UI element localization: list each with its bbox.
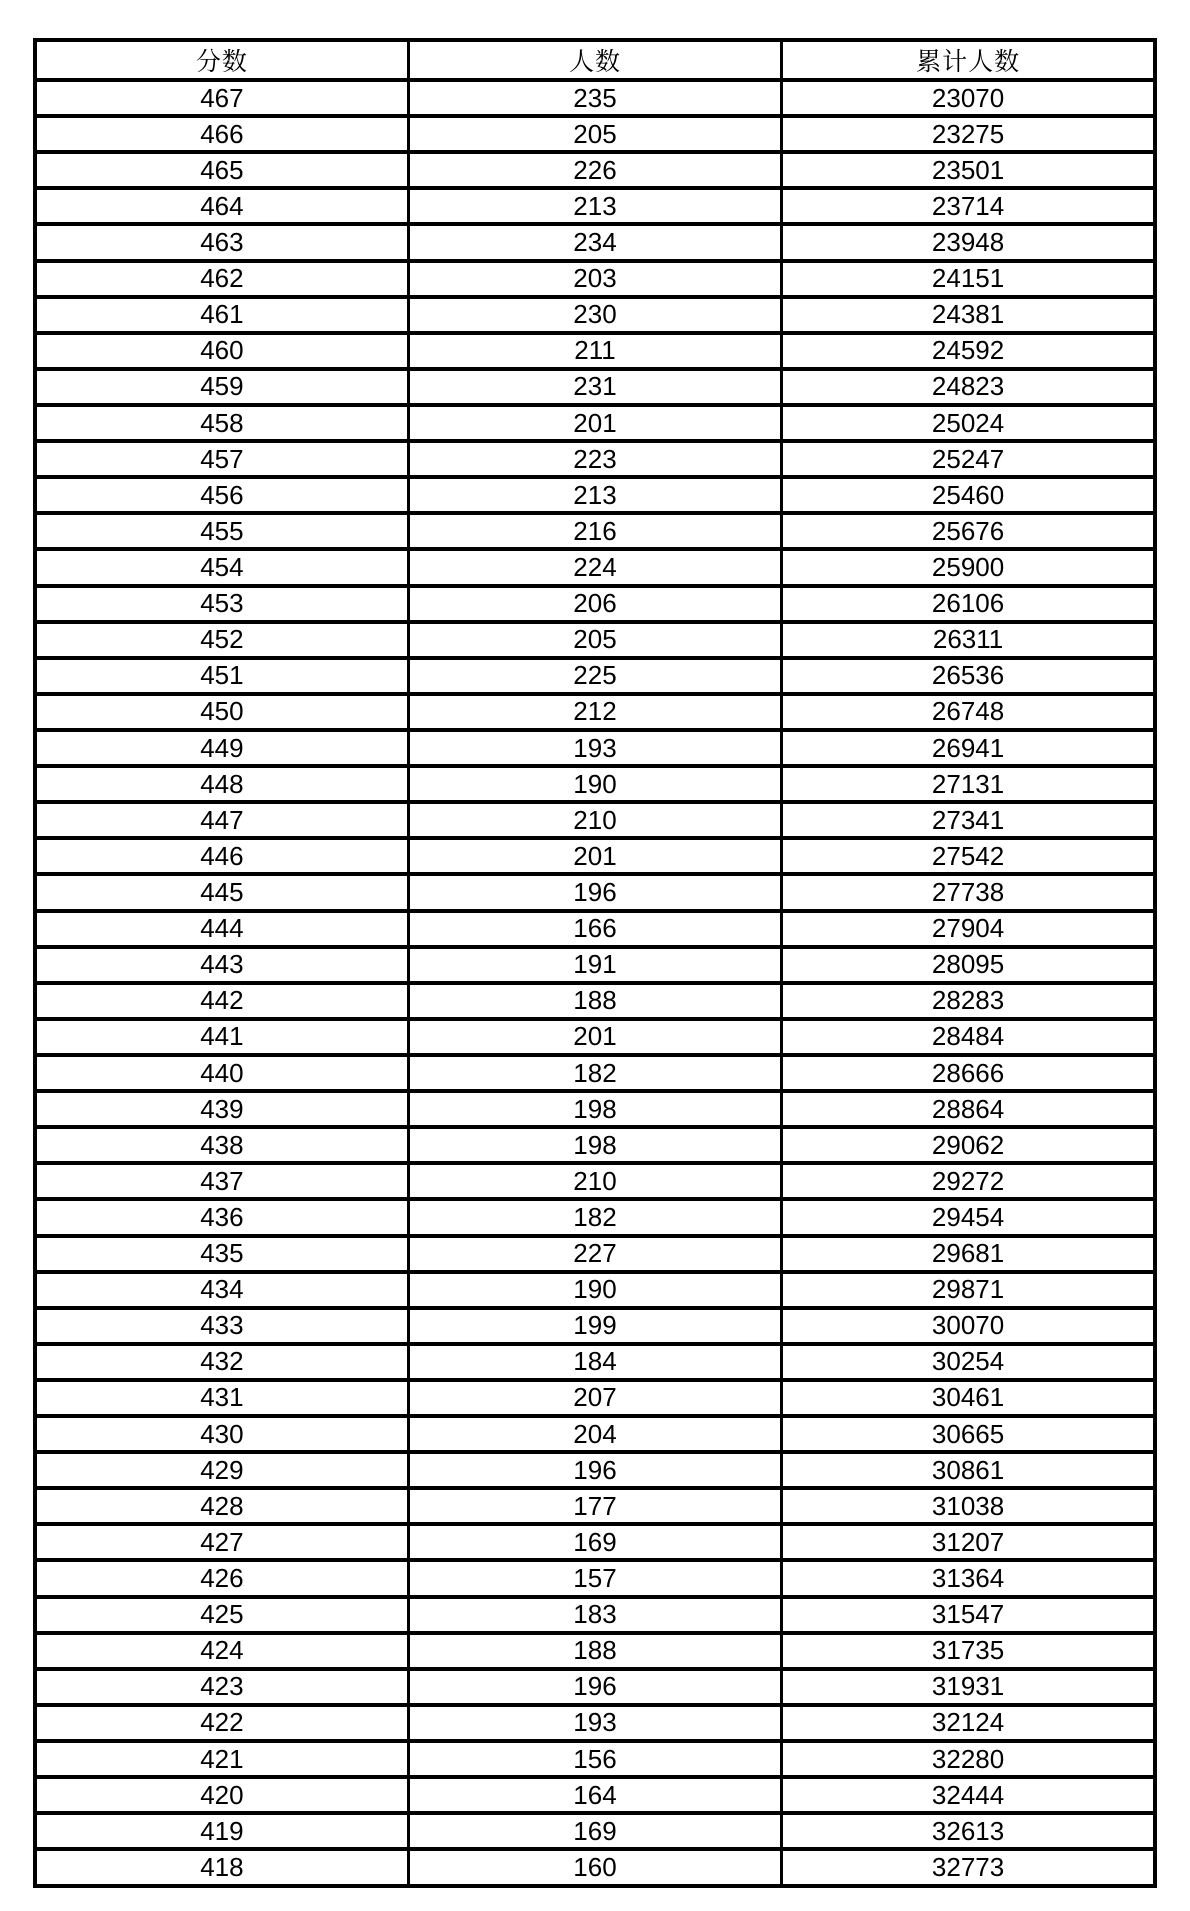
cumulative-cell: 28283 (782, 983, 1155, 1019)
cumulative-cell: 25247 (782, 441, 1155, 477)
table-row (35, 1452, 1155, 1488)
count-cell: 188 (408, 983, 781, 1019)
cumulative-cell: 30070 (782, 1308, 1155, 1344)
table-row (35, 1669, 1155, 1705)
table-row (35, 586, 1155, 622)
cumulative-cell: 32773 (782, 1849, 1155, 1886)
table-row (35, 874, 1155, 910)
cumulative-cell: 28864 (782, 1091, 1155, 1127)
table-row (35, 116, 1155, 152)
cumulative-cell: 32124 (782, 1705, 1155, 1741)
header-cumulative: 累计人数 (782, 40, 1155, 80)
score-cell: 436 (35, 1199, 408, 1235)
count-cell: 206 (408, 586, 781, 622)
score-cell: 460 (35, 333, 408, 369)
score-cell: 434 (35, 1272, 408, 1308)
count-cell: 201 (408, 838, 781, 874)
score-cell: 419 (35, 1813, 408, 1849)
count-cell: 205 (408, 116, 781, 152)
table-row (35, 261, 1155, 297)
score-cell: 432 (35, 1344, 408, 1380)
count-cell: 235 (408, 80, 781, 116)
cumulative-cell: 23501 (782, 152, 1155, 188)
cumulative-cell: 32613 (782, 1813, 1155, 1849)
count-cell: 227 (408, 1236, 781, 1272)
count-cell: 225 (408, 658, 781, 694)
cumulative-cell: 26311 (782, 622, 1155, 658)
count-cell: 230 (408, 297, 781, 333)
score-cell: 418 (35, 1849, 408, 1886)
count-cell: 234 (408, 224, 781, 260)
count-cell: 213 (408, 188, 781, 224)
cumulative-cell: 31735 (782, 1633, 1155, 1669)
table-row (35, 477, 1155, 513)
table-row (35, 911, 1155, 947)
count-cell: 182 (408, 1055, 781, 1091)
table-row (35, 1019, 1155, 1055)
score-cell: 441 (35, 1019, 408, 1055)
count-cell: 193 (408, 730, 781, 766)
score-cell: 428 (35, 1488, 408, 1524)
cumulative-cell: 31364 (782, 1560, 1155, 1596)
score-cell: 421 (35, 1741, 408, 1777)
table-row (35, 1272, 1155, 1308)
table-row (35, 802, 1155, 838)
count-cell: 156 (408, 1741, 781, 1777)
score-cell: 438 (35, 1127, 408, 1163)
cumulative-cell: 29871 (782, 1272, 1155, 1308)
cumulative-cell: 29272 (782, 1163, 1155, 1199)
count-cell: 169 (408, 1524, 781, 1560)
cumulative-cell: 28484 (782, 1019, 1155, 1055)
cumulative-cell: 28095 (782, 947, 1155, 983)
table-row (35, 1127, 1155, 1163)
count-cell: 169 (408, 1813, 781, 1849)
cumulative-cell: 32444 (782, 1777, 1155, 1813)
cumulative-cell: 23948 (782, 224, 1155, 260)
score-cell: 466 (35, 116, 408, 152)
cumulative-cell: 29454 (782, 1199, 1155, 1235)
cumulative-cell: 30665 (782, 1416, 1155, 1452)
count-cell: 203 (408, 261, 781, 297)
cumulative-cell: 31038 (782, 1488, 1155, 1524)
header-count: 人数 (408, 40, 781, 80)
score-cell: 453 (35, 586, 408, 622)
cumulative-cell: 27542 (782, 838, 1155, 874)
cumulative-cell: 28666 (782, 1055, 1155, 1091)
table-row (35, 188, 1155, 224)
count-cell: 157 (408, 1560, 781, 1596)
cumulative-cell: 30461 (782, 1380, 1155, 1416)
count-cell: 193 (408, 1705, 781, 1741)
table-row (35, 549, 1155, 585)
cumulative-cell: 29681 (782, 1236, 1155, 1272)
count-cell: 190 (408, 766, 781, 802)
count-cell: 196 (408, 1452, 781, 1488)
score-cell: 429 (35, 1452, 408, 1488)
count-cell: 216 (408, 513, 781, 549)
table-row (35, 1488, 1155, 1524)
table-row (35, 1597, 1155, 1633)
cumulative-cell: 27904 (782, 911, 1155, 947)
score-cell: 449 (35, 730, 408, 766)
table-row (35, 513, 1155, 549)
cumulative-cell: 27738 (782, 874, 1155, 910)
score-cell: 424 (35, 1633, 408, 1669)
table-row (35, 80, 1155, 116)
table-row (35, 405, 1155, 441)
table-row (35, 1416, 1155, 1452)
cumulative-cell: 30254 (782, 1344, 1155, 1380)
score-cell: 420 (35, 1777, 408, 1813)
score-cell: 455 (35, 513, 408, 549)
table-row (35, 1344, 1155, 1380)
table-row (35, 1741, 1155, 1777)
score-cell: 422 (35, 1705, 408, 1741)
table-row (35, 152, 1155, 188)
score-cell: 454 (35, 549, 408, 585)
cumulative-cell: 25676 (782, 513, 1155, 549)
score-cell: 437 (35, 1163, 408, 1199)
count-cell: 177 (408, 1488, 781, 1524)
score-cell: 430 (35, 1416, 408, 1452)
count-cell: 198 (408, 1091, 781, 1127)
count-cell: 191 (408, 947, 781, 983)
table-row (35, 1308, 1155, 1344)
cumulative-cell: 24823 (782, 369, 1155, 405)
score-cell: 456 (35, 477, 408, 513)
table-row (35, 1199, 1155, 1235)
table-row (35, 1236, 1155, 1272)
table-row (35, 1777, 1155, 1813)
score-distribution-table (33, 38, 1157, 1888)
score-cell: 423 (35, 1669, 408, 1705)
score-cell: 431 (35, 1380, 408, 1416)
score-cell: 433 (35, 1308, 408, 1344)
cumulative-cell: 31207 (782, 1524, 1155, 1560)
table-row (35, 658, 1155, 694)
count-cell: 188 (408, 1633, 781, 1669)
score-cell: 440 (35, 1055, 408, 1091)
table-row (35, 333, 1155, 369)
cumulative-cell: 31931 (782, 1669, 1155, 1705)
score-cell: 448 (35, 766, 408, 802)
cumulative-cell: 23070 (782, 80, 1155, 116)
cumulative-cell: 25900 (782, 549, 1155, 585)
score-cell: 463 (35, 224, 408, 260)
table-row (35, 1705, 1155, 1741)
cumulative-cell: 26106 (782, 586, 1155, 622)
table-row (35, 1560, 1155, 1596)
table-row (35, 224, 1155, 260)
cumulative-cell: 25024 (782, 405, 1155, 441)
table-row (35, 766, 1155, 802)
count-cell: 198 (408, 1127, 781, 1163)
cumulative-cell: 27131 (782, 766, 1155, 802)
score-cell: 458 (35, 405, 408, 441)
score-cell: 464 (35, 188, 408, 224)
cumulative-cell: 26748 (782, 694, 1155, 730)
score-cell: 465 (35, 152, 408, 188)
table-row (35, 297, 1155, 333)
table-row (35, 730, 1155, 766)
header-row (35, 40, 1155, 80)
cumulative-cell: 24592 (782, 333, 1155, 369)
count-cell: 205 (408, 622, 781, 658)
cumulative-cell: 29062 (782, 1127, 1155, 1163)
score-cell: 443 (35, 947, 408, 983)
table-row (35, 1380, 1155, 1416)
score-cell: 445 (35, 874, 408, 910)
count-cell: 210 (408, 1163, 781, 1199)
table-row (35, 1849, 1155, 1886)
count-cell: 213 (408, 477, 781, 513)
cumulative-cell: 32280 (782, 1741, 1155, 1777)
count-cell: 226 (408, 152, 781, 188)
count-cell: 184 (408, 1344, 781, 1380)
count-cell: 190 (408, 1272, 781, 1308)
table-row (35, 622, 1155, 658)
score-cell: 451 (35, 658, 408, 694)
count-cell: 166 (408, 911, 781, 947)
cumulative-cell: 30861 (782, 1452, 1155, 1488)
count-cell: 196 (408, 1669, 781, 1705)
count-cell: 207 (408, 1380, 781, 1416)
count-cell: 201 (408, 405, 781, 441)
cumulative-cell: 23714 (782, 188, 1155, 224)
cumulative-cell: 25460 (782, 477, 1155, 513)
score-cell: 439 (35, 1091, 408, 1127)
score-cell: 426 (35, 1560, 408, 1596)
score-cell: 444 (35, 911, 408, 947)
count-cell: 182 (408, 1199, 781, 1235)
score-cell: 462 (35, 261, 408, 297)
count-cell: 201 (408, 1019, 781, 1055)
count-cell: 210 (408, 802, 781, 838)
count-cell: 164 (408, 1777, 781, 1813)
cumulative-cell: 27341 (782, 802, 1155, 838)
cumulative-cell: 24381 (782, 297, 1155, 333)
cumulative-cell: 26941 (782, 730, 1155, 766)
table-row (35, 441, 1155, 477)
score-cell: 450 (35, 694, 408, 730)
count-cell: 204 (408, 1416, 781, 1452)
score-cell: 442 (35, 983, 408, 1019)
count-cell: 183 (408, 1597, 781, 1633)
table-row (35, 983, 1155, 1019)
count-cell: 211 (408, 333, 781, 369)
cumulative-cell: 23275 (782, 116, 1155, 152)
header-score: 分数 (35, 40, 408, 80)
table-row (35, 947, 1155, 983)
table-row (35, 1813, 1155, 1849)
table-row (35, 694, 1155, 730)
count-cell: 212 (408, 694, 781, 730)
table-row (35, 1091, 1155, 1127)
table-row (35, 1633, 1155, 1669)
cumulative-cell: 26536 (782, 658, 1155, 694)
score-cell: 461 (35, 297, 408, 333)
score-cell: 459 (35, 369, 408, 405)
score-cell: 425 (35, 1597, 408, 1633)
count-cell: 224 (408, 549, 781, 585)
table-row (35, 369, 1155, 405)
score-cell: 447 (35, 802, 408, 838)
table-row (35, 838, 1155, 874)
cumulative-cell: 24151 (782, 261, 1155, 297)
cumulative-cell: 31547 (782, 1597, 1155, 1633)
table-row (35, 1163, 1155, 1199)
score-table-body (35, 80, 1155, 1886)
count-cell: 199 (408, 1308, 781, 1344)
count-cell: 231 (408, 369, 781, 405)
score-cell: 467 (35, 80, 408, 116)
score-cell: 452 (35, 622, 408, 658)
score-cell: 435 (35, 1236, 408, 1272)
table-header (35, 40, 1155, 80)
count-cell: 160 (408, 1849, 781, 1886)
score-cell: 446 (35, 838, 408, 874)
count-cell: 223 (408, 441, 781, 477)
score-cell: 427 (35, 1524, 408, 1560)
table-row (35, 1055, 1155, 1091)
score-cell: 457 (35, 441, 408, 477)
table-row (35, 1524, 1155, 1560)
count-cell: 196 (408, 874, 781, 910)
